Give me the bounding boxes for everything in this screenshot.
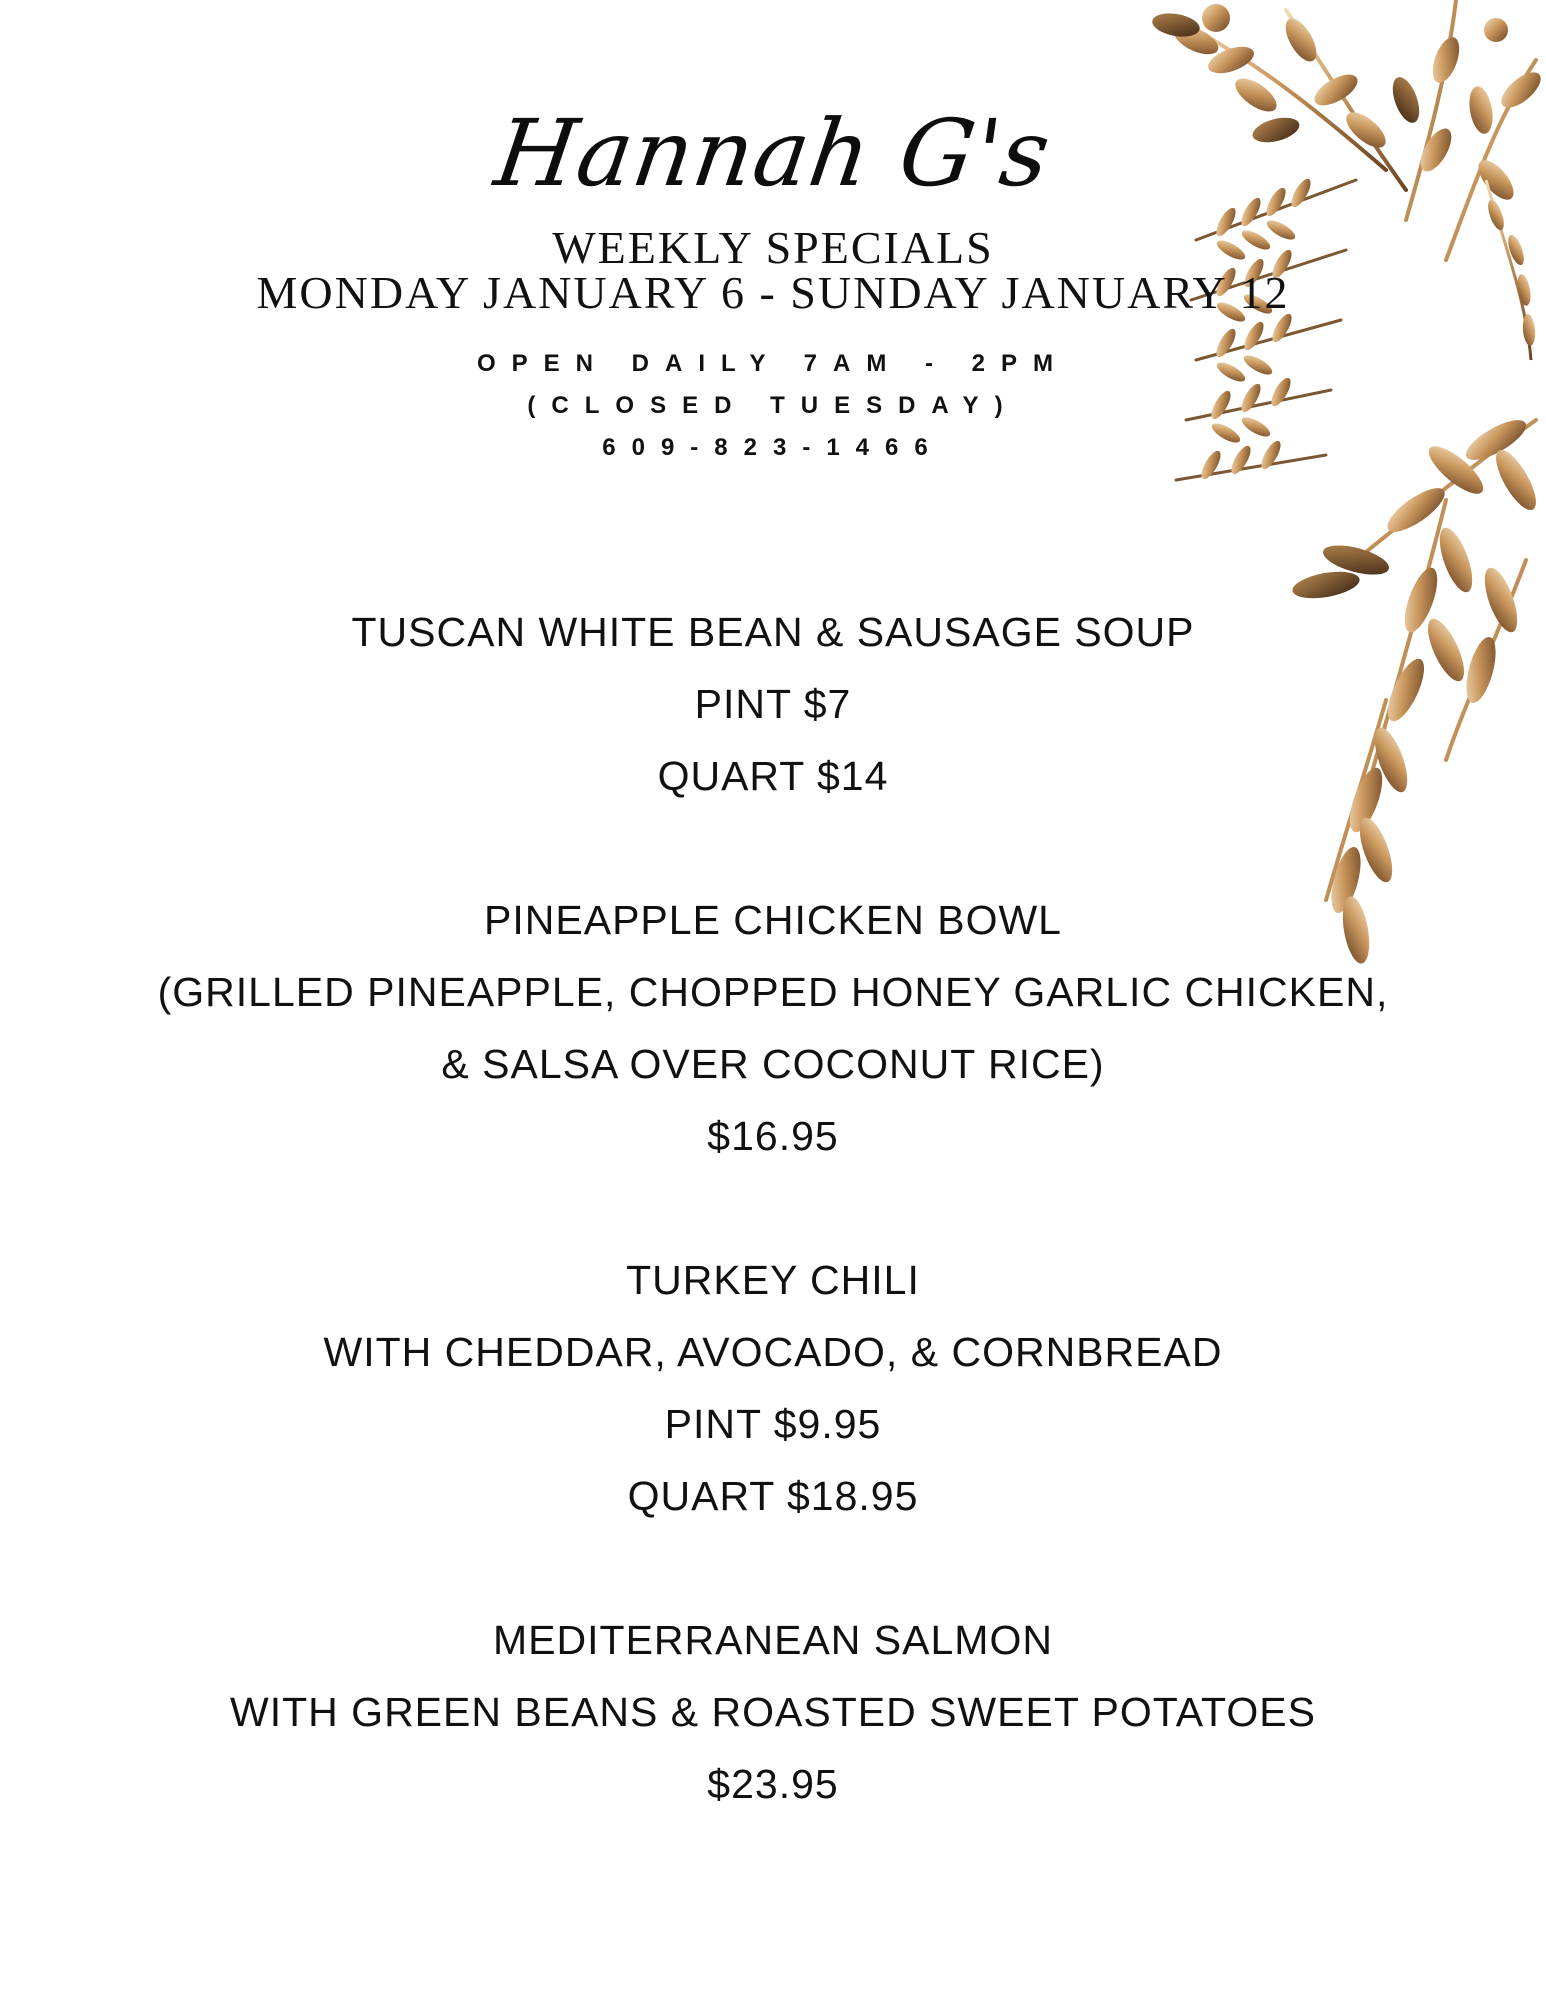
page-subtitle: WEEKLY SPECIALS: [552, 222, 994, 273]
opening-hours: OPEN DAILY 7AM - 2PM: [476, 350, 1070, 377]
menu-item-title: MEDITERRANEAN SALMON: [493, 1617, 1053, 1663]
closed-day: (CLOSED TUESDAY): [527, 392, 1019, 419]
menu-item-description: (GRILLED PINEAPPLE, CHOPPED HONEY GARLIC CHICKEN,: [157, 969, 1389, 1015]
phone-number: 609-823-1466: [602, 434, 944, 461]
menu-item-soup: [0, 596, 1546, 812]
brand-title: Hannah G's: [489, 100, 1058, 207]
menu-item-price: $23.95: [707, 1761, 839, 1807]
menu-item-turkey-chili: [0, 1244, 1546, 1532]
menu-item-description: WITH GREEN BEANS & ROASTED SWEET POTATOES: [230, 1689, 1316, 1735]
menu-item-description: & SALSA OVER COCONUT RICE): [441, 1041, 1105, 1087]
menu-item-price: $16.95: [707, 1113, 839, 1159]
menu-item-price: QUART $14: [657, 753, 889, 799]
menu-item-title: TUSCAN WHITE BEAN & SAUSAGE SOUP: [351, 609, 1195, 655]
menu-item-title: PINEAPPLE CHICKEN BOWL: [484, 897, 1062, 943]
menu-item-salmon: [0, 1604, 1546, 1820]
menu-item-price: PINT $9.95: [664, 1401, 882, 1447]
specials-menu: [0, 596, 1546, 1892]
menu-item-chicken-bowl: [0, 884, 1546, 1172]
menu-item-price: PINT $7: [694, 681, 852, 727]
menu-item-price: QUART $18.95: [627, 1473, 919, 1519]
date-range: MONDAY JANUARY 6 - SUNDAY JANUARY 12: [256, 267, 1290, 318]
menu-item-title: TURKEY CHILI: [626, 1257, 920, 1303]
menu-item-description: WITH CHEDDAR, AVOCADO, & CORNBREAD: [323, 1329, 1223, 1375]
